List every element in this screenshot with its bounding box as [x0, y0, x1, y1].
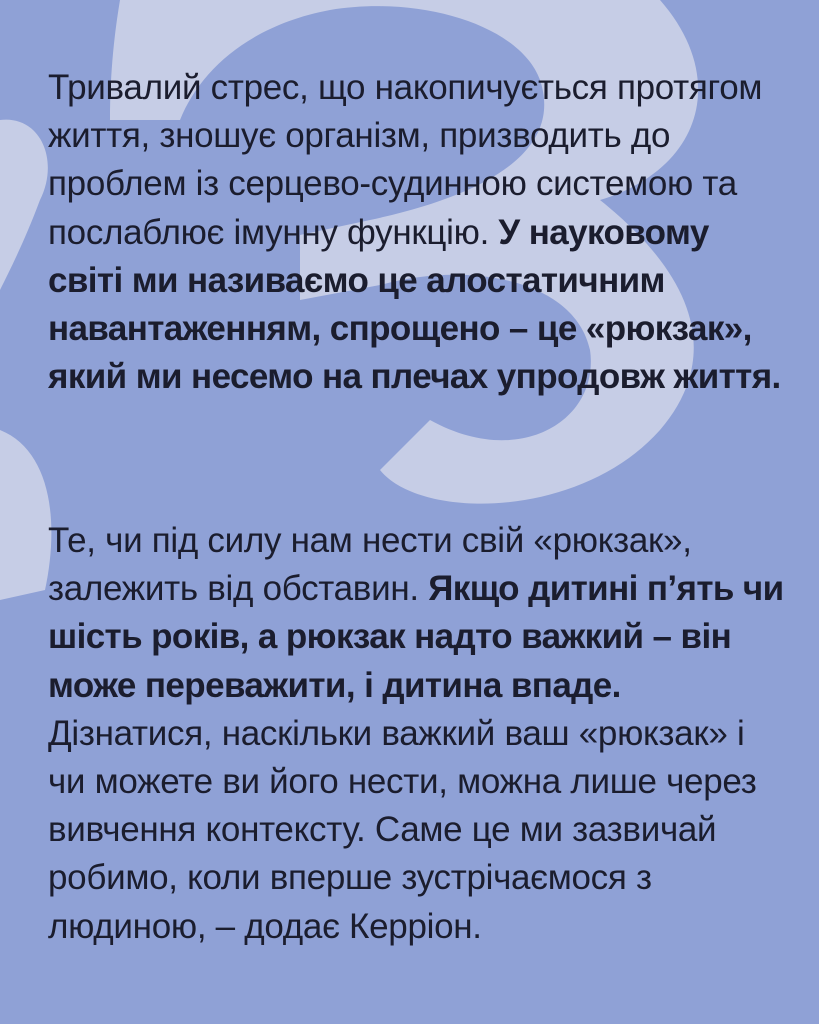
paragraph-2-regular-start: Те, чи під силу нам нести свій «рюкзак», залежить від обставин.	[48, 521, 692, 609]
paragraph-2	[48, 517, 788, 951]
paragraph-1	[48, 64, 788, 401]
paragraph-1-bold-text: У науковому світі ми називаємо це алостатичним навантаженням, спрощено – це «рюкзак», який ми несемо на плечах упродовж життя.	[48, 212, 781, 397]
paragraph-2-regular-end: Дізнатися, наскільки важкий ваш «рюкзак» і чи можете ви його нести, можна лише через вивчення контексту. Саме це ми зазвичай робимо, коли вперше зустрічаємося з людиною, – додає Керріон.	[48, 713, 757, 946]
paragraph-1-regular-text: Тривалий стрес, що накопичується протягом життя, зношує організм, призводить до проблем із серцево-судинною системою та послаблює імунну функцію.	[48, 68, 763, 252]
paragraph-2-bold-text: Якщо дитині п’ять чи шість років, а рюкзак надто важкий – він може переважити, і дитина впаде.	[48, 569, 784, 705]
